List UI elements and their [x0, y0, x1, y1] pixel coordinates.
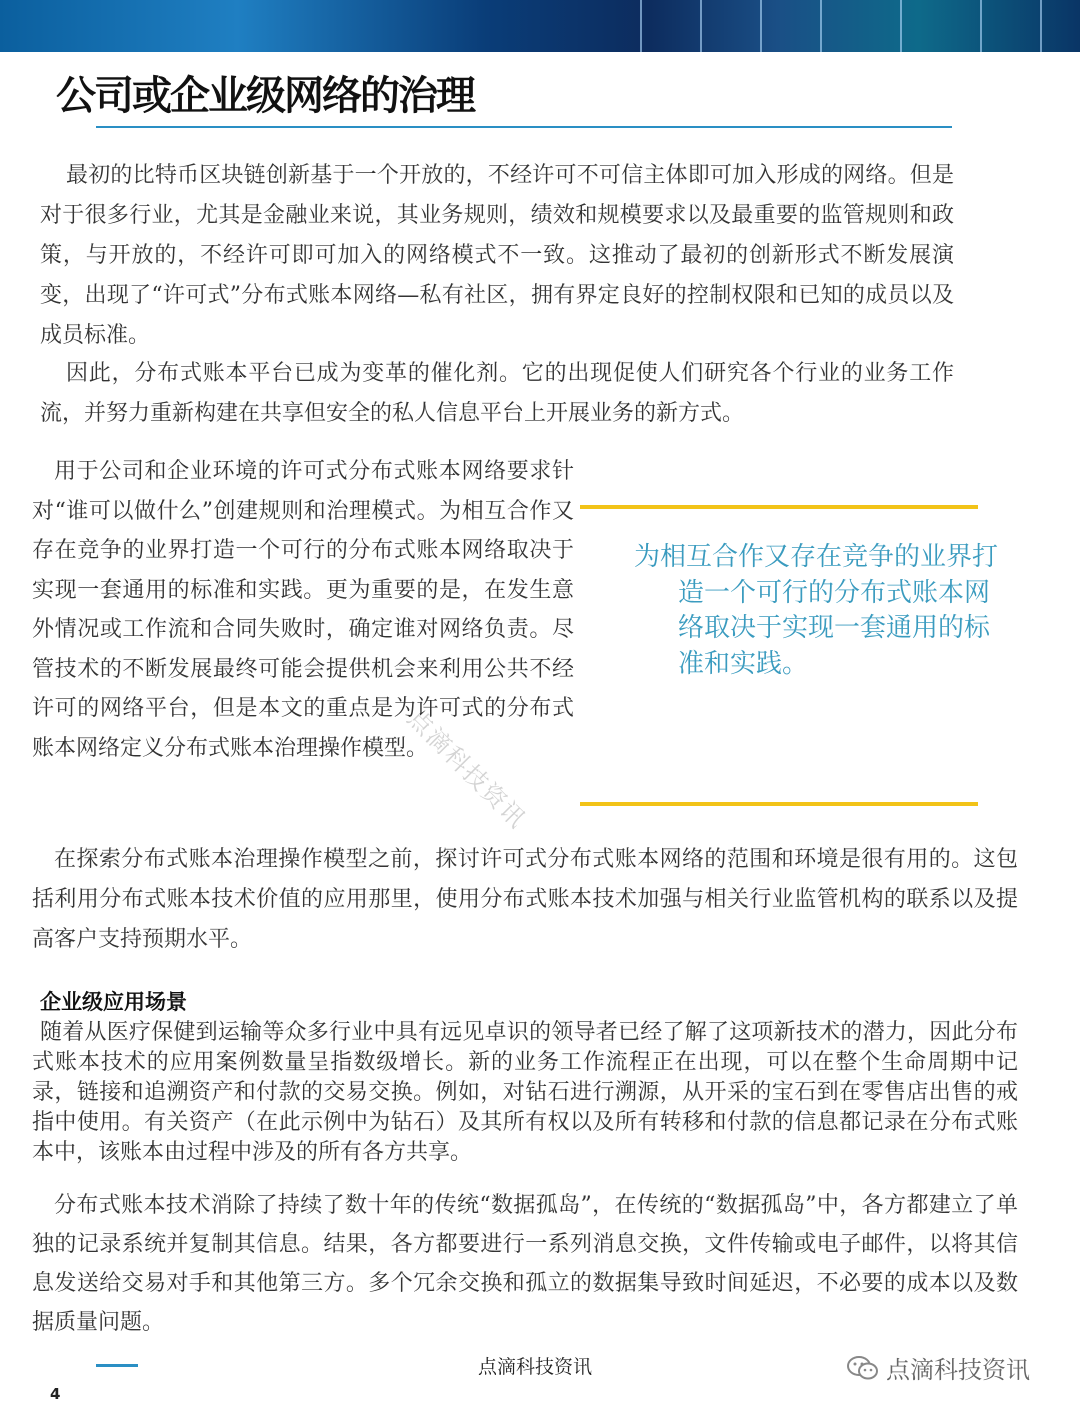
paragraph-scope: 在探索分布式账本治理操作模型之前，探讨许可式分布式账本网络的范围和环境是很有用的。这包括利用分布式账本技术价值的应用那里，使用分布式账本技术加强与相关行业监管机构的联系以及提高客户支持预期水平。: [32, 847, 1018, 952]
paragraph-intro: 最初的比特币区块链创新基于一个开放的，不经许可不可信主体即可加入形成的网络。但是对于很多行业，尤其是金融业来说，其业务规则，绩效和规模要求以及最重要的监管规则和政策，与开放的，不经许可即可加入的网络模式不一致。这推动了最初的创新形式不断发展演变，出现了“许可式”分布式账本网络—私有社区，拥有界定良好的控制权限和已知的成员以及成员标准。: [40, 163, 954, 348]
footer-brand: [846, 1350, 1030, 1385]
pull-quote-top-rule: [580, 505, 978, 509]
page-number: 4: [50, 1385, 61, 1403]
pull-quote: 为相互合作又存在竞争的业界打造一个可行的分布式账本网络取决于实现一套通用的标准和实践。: [634, 542, 999, 679]
page-title: 公司或企业级网络的治理: [56, 73, 474, 119]
footer-brand-label: 点滴科技资讯: [886, 1356, 1030, 1384]
footer-divider: [96, 1364, 138, 1367]
watermark: 点滴科技资讯: [401, 704, 533, 835]
title-divider: [96, 126, 952, 128]
wechat-icon: [846, 1355, 880, 1381]
paragraph-permissioned-network: 用于公司和企业环境的许可式分布式账本网络要求针对“谁可以做什么”创建规则和治理模式。为相互合作又存在竞争的业界打造一个可行的分布式账本网络取决于实现一套通用的标准和实践。更为重要的是，在发生意外情况或工作流和合同失败时，确定谁对网络负责。尽管技术的不断发展最终可能会提供机会来利用公共不经许可的网络平台，但是本文的重点是为许可式的分布式账本网络定义分布式账本治理操作模型。: [32, 459, 574, 761]
pull-quote-bottom-rule: [580, 802, 978, 806]
section-heading-enterprise-use-cases: 企业级应用场景: [40, 990, 187, 1014]
paragraph-data-silos: 分布式账本技术消除了持续了数十年的传统“数据孤岛”，在传统的“数据孤岛”中，各方都建立了单独的记录系统并复制其信息。结果，各方都要进行一系列消息交换，文件传输或电子邮件，以将其信息发送给交易对手和其他第三方。多个冗余交换和孤立的数据集导致时间延迟，不必要的成本以及数据质量问题。: [32, 1193, 1018, 1335]
footer-source-text: 点滴科技资讯: [478, 1356, 593, 1378]
paragraph-use-cases: 随着从医疗保健到运输等众多行业中具有远见卓识的领导者已经了解了这项新技术的潜力，因此分布式账本技术的应用案例数量呈指数级增长。新的业务工作流程正在出现，可以在整个生命周期中记录，链接和追溯资产和付款的交易交换。例如，对钻石进行溯源，从开采的宝石到在零售店出售的戒指中使用。有关资产（在此示例中为钻石）及其所有权以及所有转移和付款的信息都记录在分布式账本中，该账本由过程中涉及的所有各方共享。: [32, 1020, 1018, 1165]
header-banner-image: [0, 0, 1080, 52]
paragraph-catalyst: 因此，分布式账本平台已成为变革的催化剂。它的出现促使人们研究各个行业的业务工作流，并努力重新构建在共享但安全的私人信息平台上开展业务的新方式。: [40, 361, 954, 426]
